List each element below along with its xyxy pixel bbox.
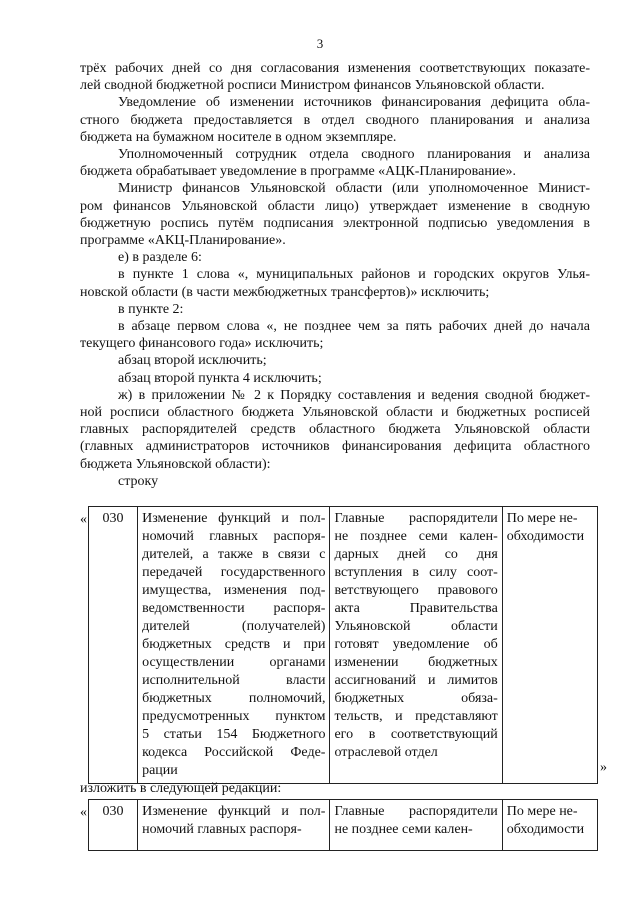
page-number: 3: [316, 36, 324, 51]
text-line: абзац второй исключить;: [118, 353, 267, 369]
cell-line: бюджетных обяза-: [334, 691, 498, 706]
cell-line: готовят уведомление об: [334, 637, 498, 652]
cell-line: Изменение функций и пол-: [142, 511, 326, 526]
cell-line: обходимости: [506, 822, 585, 837]
row-description-2: [138, 800, 330, 851]
cell-line: номочий главных распоря-: [142, 822, 302, 837]
cell-line: не позднее семи кален-: [334, 529, 498, 544]
row-code: 030: [89, 507, 138, 784]
cell-line: предусмотренных пунктом: [142, 709, 326, 724]
cell-line: его в соответствующий: [334, 727, 498, 742]
cell-line: 5 статьи 154 Бюджетного: [142, 727, 326, 742]
text-line: стного бюджета предоставляется в отдел сводного планирования и анализа: [80, 112, 590, 128]
text-line: текущего финансового года» исключить;: [80, 336, 324, 352]
cell-line: вступления в силу соот-: [334, 565, 498, 580]
text-line: Уполномоченный сотрудник отдела сводного планирования и анализа: [118, 147, 590, 162]
cell-line: Изменение функций и пол-: [142, 804, 326, 819]
cell-line: имущества, изменения под-: [142, 583, 326, 598]
text-line: Министр финансов Ульяновской области (или уполномоченное Минист-: [118, 181, 590, 197]
cell-line: бюджетных полномочий,: [142, 691, 326, 706]
cell-line: Главные распорядители: [334, 804, 498, 819]
cell-line: акта Правительства: [334, 601, 498, 616]
cell-line: рации: [142, 763, 178, 778]
cell-line: Главные распорядители: [334, 511, 498, 526]
text-line: бюджетную роспись путём подписания электронной подписью уведомления в: [80, 215, 590, 231]
open-quote-2: «: [80, 805, 87, 820]
text-line: трёх рабочих дней со дня согласования изменения соответствующих показате-: [80, 61, 590, 76]
cell-line: отраслевой отдел: [334, 745, 438, 760]
row-description: [138, 507, 330, 784]
row-procedure: [330, 507, 502, 784]
row-frequency-2: [502, 800, 597, 851]
close-quote: »: [600, 760, 607, 775]
row-frequency: [502, 507, 597, 784]
text-line: ной росписи областного бюджета Ульяновской области и бюджетных росписей: [80, 405, 590, 420]
open-quote: «: [80, 512, 87, 527]
text-line: бюджета Ульяновской области):: [80, 456, 271, 472]
cell-line: номочий главных распоря-: [142, 529, 326, 544]
cell-line: дарных дней со дня: [334, 547, 498, 562]
text-line: Уведомление об изменении источников финансирования дефицита обла-: [118, 95, 590, 111]
cell-line: обходимости: [506, 529, 585, 544]
cell-line: ассигнований и лимитов: [334, 673, 498, 688]
row-code-2: 030: [89, 800, 138, 851]
cell-line: тельств, и представляют: [334, 709, 498, 724]
text-line: ром финансов Ульяновской области лицо) утверждает изменение в сводную: [80, 198, 590, 214]
text-line: бюджета обрабатывает уведомление в программе «АЦК-Планирование».: [80, 164, 517, 180]
cell-line: бюджетных средств и при: [142, 637, 326, 652]
cell-line: ведомственности распоря-: [142, 601, 326, 616]
cell-line: Ульяновской области: [334, 619, 498, 634]
cell-line: кодекса Российской Феде-: [142, 745, 326, 760]
text-line: в пункте 1 слова «, муниципальных районов и городских округов Улья-: [118, 267, 590, 283]
cell-line: не позднее семи кален-: [334, 822, 473, 837]
cell-line: осуществлении органами: [142, 655, 326, 670]
cell-line: исполнительной власти: [142, 673, 326, 688]
table-original-row: [88, 506, 598, 784]
text-line: в пункте 2:: [118, 301, 184, 317]
row-procedure-2: [330, 800, 502, 851]
text-line: строку: [118, 473, 159, 489]
text-line: (главных администраторов источников финансирования дефицита областного: [80, 439, 590, 455]
mid-text: изложить в следующей редакции:: [80, 781, 282, 796]
cell-line: дителей, а также в связи с: [142, 547, 326, 562]
text-line: главных распорядителей средств областного бюджета Ульяновской области: [80, 422, 590, 438]
cell-line: По мере не-: [506, 804, 578, 819]
cell-line: изменении бюджетных: [334, 655, 498, 670]
table-new-row: [88, 799, 598, 851]
cell-line: дителей (получателей): [142, 619, 326, 634]
cell-line: передачей государственного: [142, 565, 326, 580]
text-line: программе «АКЦ-Планирование».: [80, 233, 286, 248]
text-line: в абзаце первом слова «, не позднее чем за пять рабочих дней до начала: [118, 319, 590, 334]
text-line: е) в разделе 6:: [118, 250, 202, 266]
cell-line: По мере не-: [506, 511, 578, 526]
text-line: бюджета на бумажном носителе в одном экземпляре.: [80, 129, 397, 145]
text-line: лей сводной бюджетной росписи Министром финансов Ульяновской области.: [80, 78, 545, 94]
cell-line: ветствующего правового: [334, 583, 498, 598]
text-line: абзац второй пункта 4 исключить;: [118, 370, 322, 386]
text-line: ж) в приложении № 2 к Порядку составления и ведения сводной бюджет-: [118, 387, 590, 403]
text-line: новской области (в части межбюджетных трансфертов)» исключить;: [80, 284, 490, 300]
